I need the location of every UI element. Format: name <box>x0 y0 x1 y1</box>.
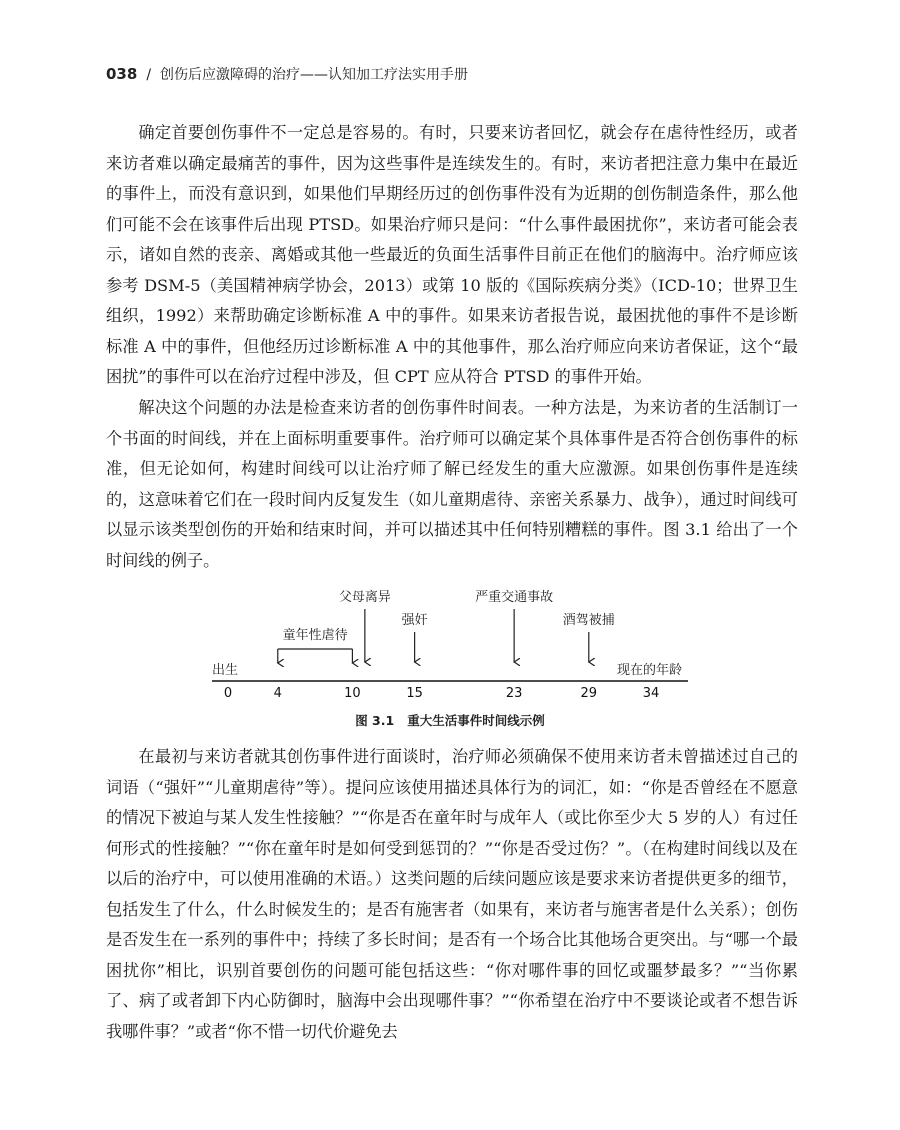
tick-label: 10 <box>344 686 361 701</box>
tick-label: 23 <box>505 686 523 701</box>
period-label: 童年性虐待 <box>282 628 348 643</box>
tick-label: 34 <box>642 686 660 701</box>
page-number: 038 <box>106 65 138 83</box>
period-events <box>278 627 353 663</box>
running-header <box>106 64 468 84</box>
paragraph-3: 在最初与来访者就其创伤事件进行面谈时，治疗师必须确保不使用来访者未曾描述过自己的词语（“强奸”“儿童期虐待”等）。提问应该使用描述具体行为的词汇，如：“你是否曾经在不愿意的情况下被迫与某人发生性接触？”“你是否在童年时与成年人（或比你至少大 5 岁的人）有过任何形式的性接触？”“你在童年时是如何受到惩罚的？”“你是否受过伤？”。（在构建时间线以及在以后的治疗中，可以使用准确的术语。）这类问题的后续问题应该是要求来访者提供更多的细节，包括发生了什么，什么时候发生的；是否有施害者（如果有，来访者与施害者是什么关系）；创伤是否发生在一系列的事件中；持续了多长时间；是否有一个场合比其他场合更突出。与“哪一个最困扰你”相比，识别首要创伤的问题可能包括这些：“你对哪件事的回忆或噩梦最多？”“当你累了、病了或者卸下内心防御时，脑海中会出现哪件事？”“你希望在治疗中不要谈论或者不想告诉我哪件事？”或者“你不惜一切代价避免去 <box>106 747 798 1041</box>
tick-label: 29 <box>580 686 598 701</box>
tick-label: 15 <box>406 686 423 701</box>
paragraph-1: 确定首要创伤事件不一定总是容易的。有时，只要来访者回忆，就会存在虐待性经历，或者来访者难以确定最痛苦的事件，因为这些事件是连续发生的。有时，来访者把注意力集中在最近的事件上，而没有意识到，如果他们早期经历过的创伤事件没有为近期的创伤制造条件，那么他们可能不会在该事件后出现 PTSD。如果治疗师只是问：“什么事件最困扰你”，来访者可能会表示，诸如自然的丧亲、离婚或其他一些最近的负面生活事件目前正在他们的脑海中。治疗师应该参考 DSM-5（美国精神病学协会，2013）或第 10 版的《国际疾病分类》（ICD-10；世界卫生组织，1992）来帮助确定诊断标准 A 中的事件。如果来访者报告说，最困扰他的事件不是诊断标准 A 中的事件，但他经历过诊断标准 A 中的其他事件，那么治疗师应向来访者保证，这个“最困扰”的事件可以在治疗过程中涉及，但 CPT 应从符合 PTSD 的事件开始。 <box>106 123 798 386</box>
tick-label: 0 <box>223 686 233 701</box>
event-label: 严重交通事故 <box>475 590 554 605</box>
point-events <box>339 589 615 662</box>
tick-label: 4 <box>273 686 282 701</box>
tick-labels <box>224 686 659 701</box>
paragraph-2: 解决这个问题的办法是检查来访者的创伤事件时间表。一种方法是，为来访者的生活制订一个书面的时间线，并在上面标明重要事件。治疗师可以确定某个具体事件是否符合创伤事件的标准，但无论如何，构建时间线可以让治疗师了解已经发生的重大应激源。如果创伤事件是连续的，这意味着它们在一段时间内反复发生（如儿童期虐待、亲密关系暴力、战争），通过时间线可以显示该类型创伤的开始和结束时间，并可以描述其中任何特别糟糕的事件。图 3.1 给出了一个时间线的例子。 <box>106 398 798 570</box>
event-label: 酒驾被捕 <box>562 613 615 628</box>
figure-caption-number: 图 3.1 <box>355 713 395 728</box>
figure-caption <box>0 711 900 729</box>
book-title: 创伤后应激障碍的治疗——认知加工疗法实用手册 <box>160 67 469 83</box>
figure-caption-text: 重大生活事件时间线示例 <box>407 713 545 728</box>
start-label: 出生 <box>212 663 239 678</box>
event-label: 父母离异 <box>338 590 391 605</box>
event-label: 强奸 <box>401 613 428 628</box>
header-separator: / <box>146 67 152 83</box>
end-label: 现在的年龄 <box>617 663 683 678</box>
